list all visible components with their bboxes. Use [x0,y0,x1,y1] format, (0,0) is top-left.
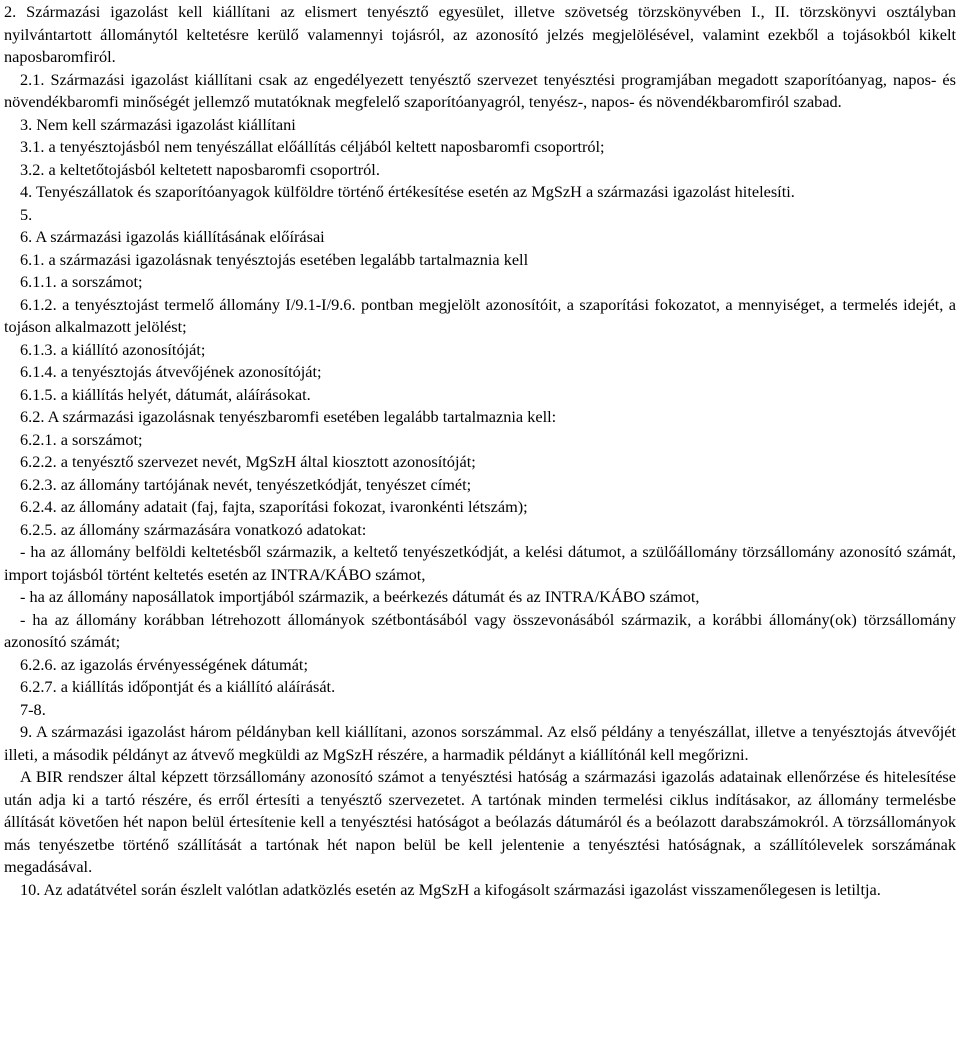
paragraph-2: 2. Származási igazolást kell kiállítani az elismert tenyésztő egyesület, illetve szövetség törzskönyvében I., II. törzskönyvi osztályban nyilvántartott állománytól keltetésre kerülő valamennyi tojásról, az azonosító jelzés megjelölésével, valamint ezekből a tojásokból kikelt naposbaromfiról. [4,2,956,66]
paragraph-6-2-3: 6.2.3. az állomány tartójának nevét, tenyészetkódját, tenyészet címét; [20,474,472,494]
paragraph-3-1: 3.1. a tenyésztojásból nem tenyészállat előállítás céljából keltett naposbaromfi csoportról; [20,137,605,156]
paragraph-6-2-5: 6.2.5. az állomány származására vonatkozó adatokat: [20,519,367,539]
paragraph-6-1-3: 6.1.3. a kiállító azonosítóját; [20,339,206,359]
paragraph-6-1-1: 6.1.1. a sorszámot; [20,272,143,291]
paragraph-4: 4. Tenyészállatok és szaporítóanyagok külföldre történő értékesítése esetén az MgSzH a származási igazolást hitelesíti. [20,182,795,201]
paragraph-6-1-5: 6.1.5. a kiállítás helyét, dátumát, aláírásokat. [20,384,311,404]
paragraph-3: 3. Nem kell származási igazolást kiállítani [20,114,296,134]
paragraph-2-1: 2.1. Származási igazolást kiállítani csak az engedélyezett tenyésztő szervezet tenyésztési programjában megadott szaporítóanyag, napos- és növendékbaromfi minőségét jellemző mutatóknak megfelelő szaporítóanyagról, tenyész-, napos- és növendékbaromfiról szabad. [4,69,956,111]
paragraph-6-1-2: 6.1.2. a tenyésztojást termelő állomány I/9.1-I/9.6. pontban megjelölt azonosítóit, a szaporítási fokozatot, a mennyiséget, a termelés idejét, a tojáson alkalmazott jelölést; [4,294,956,336]
paragraph-6-2-2: 6.2.2. a tenyésztő szervezet nevét, MgSzH által kiosztott azonosítóját; [20,452,476,471]
paragraph-6-2-4: 6.2.4. az állomány adatait (faj, fajta, szaporítási fokozat, ivaronkénti létszám); [20,497,528,516]
paragraph-6-2-5-dash-3: - ha az állomány korábban létrehozott állományok szétbontásából vagy összevonásából származik, a korábbi állomány(ok) törzsállomány azonosító számát; [4,609,956,651]
paragraph-6-1: 6.1. a származási igazolásnak tenyésztojás esetében legalább tartalmaznia kell [20,249,529,269]
paragraph-6-2: 6.2. A származási igazolásnak tenyészbaromfi esetében legalább tartalmaznia kell: [20,407,557,426]
paragraph-5: 5. [20,204,33,224]
paragraph-6: 6. A származási igazolás kiállításának előírásai [20,227,325,246]
paragraph-6-2-5-dash-1: - ha az állomány belföldi keltetésből származik, a keltető tenyészetkódját, a kelési dátumot, a szülőállomány törzsállomány azonosító számát, import tojásból történt keltetés esetén az INTRA/KÁBO számot, [4,542,956,584]
paragraph-6-2-6: 6.2.6. az igazolás érvényességének dátumát; [20,654,308,674]
paragraph-9: 9. A származási igazolást három példányban kell kiállítani, azonos sorszámmal. Az első példány a tenyészállat, illetve a tenyésztojás átvevőjét illeti, a második példányt az átvevő megküldi az MgSzH részére, a harmadik példányt a kiállítónál kell megőrizni. [4,722,956,764]
paragraph-6-2-5-dash-2: - ha az állomány naposállatok importjából származik, a beérkezés dátumát és az INTRA/KÁBO számot, [20,587,700,606]
paragraph-bir: A BIR rendszer által képzett törzsállomány azonosító számot a tenyésztési hatóság a származási igazolás adatainak ellenőrzése és hitelesítése után adja ki a tartó részére, és erről értesíti a tenyésztő szervezetet. A tartónak minden termelési ciklus indításakor, az állomány termelésbe állítását követően hét napon belül értesítenie kell a tenyésztési hatóságot a beólazás dátumáról és a beólazott darabszámokról. A törzsállományok más tenyészetbe történő szállítását a tartónak hét napon belül be kell jelentenie a tenyésztési hatóságnak, a szállítólevelek sorszámának megadásával. [4,767,956,876]
paragraph-10: 10. Az adatátvétel során észlelt valótlan adatközlés esetén az MgSzH a kifogásolt származási igazolást visszamenőlegesen is letiltja. [20,879,881,899]
paragraph-6-2-7: 6.2.7. a kiállítás időpontját és a kiállító aláírását. [20,677,336,696]
paragraph-7-8: 7-8. [20,699,46,719]
paragraph-3-2: 3.2. a keltetőtojásból keltetett naposbaromfi csoportról. [20,159,380,179]
paragraph-6-1-4: 6.1.4. a tenyésztojás átvevőjének azonosítóját; [20,362,322,381]
paragraph-6-2-1: 6.2.1. a sorszámot; [20,429,143,449]
